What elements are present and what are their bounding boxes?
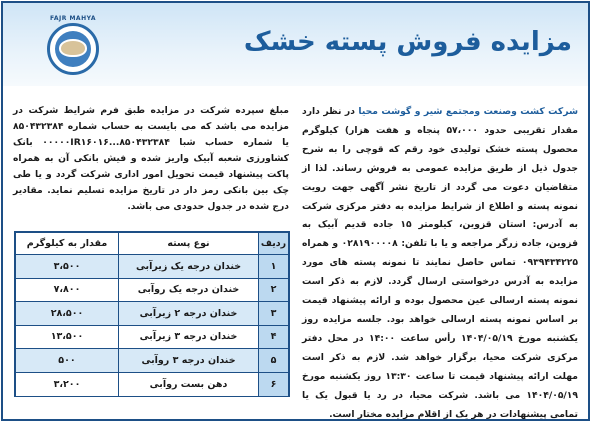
row-name: خندان درجه ۳ زیرآبی: [118, 326, 258, 349]
row-num: ۵: [258, 349, 288, 372]
row-qty: ۳،۲۰۰: [16, 373, 118, 397]
table-row: [16, 326, 288, 350]
table-row: [16, 279, 288, 303]
row-qty: ۱۳،۵۰۰: [16, 326, 118, 349]
row-name: خندان درجه یک زیرآبی: [118, 255, 258, 278]
table-row: [16, 255, 288, 279]
notice-body-right: [302, 103, 578, 421]
pistachio-nut-icon: [59, 39, 87, 57]
row-name: خندان درجه ۲ زیرآبی: [118, 302, 258, 325]
row-qty: ۳،۵۰۰: [16, 255, 118, 278]
row-num: ۴: [258, 326, 288, 349]
header-num: ردیف: [258, 233, 288, 254]
row-num: ۱: [258, 255, 288, 278]
notice-frame: [1, 1, 590, 421]
table-row: [16, 373, 288, 397]
table-row: [16, 349, 288, 373]
row-name: خندان درجه یک روآبی: [118, 279, 258, 302]
table-row: [16, 302, 288, 326]
header-qty: مقدار به کیلوگرم: [26, 238, 108, 249]
header-banner: [3, 3, 588, 86]
table-header: [16, 233, 288, 255]
logo-name: FAJR MAHYA: [49, 15, 97, 22]
products-table: [14, 231, 290, 397]
row-qty: ۷،۸۰۰: [16, 279, 118, 302]
row-name: دهن بست روآبی: [118, 373, 258, 397]
row-num: ۳: [258, 302, 288, 325]
row-num: ۲: [258, 279, 288, 302]
page-title: مزایده فروش پسته خشک: [243, 27, 572, 57]
row-qty: ۵۰۰: [16, 349, 118, 372]
company-name: شرکت کشت وصنعت ومجتمع شیر و گوشت محیا: [358, 106, 579, 117]
notice-text-right: در نظر دارد مقدار تقریبی حدود ۵۷،۰۰۰ پنجاه و هفت هزار) کیلوگرم محصول پسته خشک تولیدی خود رقم که قوچی را به شرح جدول ذیل از طریق مزایده عمومی به فروش رساند. لذا از متقاضیان دعوت می گردد از تاریخ نشر آگهی جهت رویت نمونه پسته و اطلاع از شرایط مزایده به دفتر مرکزی شرکت به آدرس: استان قزوین، کیلومتر ۱۵ جاده قدیم آبیک به قزوین، جاده زرگر مراجعه و یا با تلفن: ۰۲۸۱۹۰۰۰۰۸ و همراه ۰۹۳۹۴۳۴۲۲۵ تماس حاصل نمایند تا نمونه پسته های مورد مزایده به آدرس درخواستی ارسال گردد. لازم به ذکر است نمونه پسته ارسالی عین محصول بوده و ارائه پیشنهاد قیمت بر اساس نمونه پسته ارسالی خواهد بود. جلسه مزایده روز یکشنبه مورخ ۱۴۰۴/۰۵/۱۹ رأس ساعت ۱۴:۰۰ در محل دفتر مرکزی شرکت محیا، برگزار خواهد شد. لازم به ذکر است مهلت ارائه پیشنهاد قیمت تا ساعت ۱۳:۳۰ روز یکشنبه مورخ ۱۴۰۴/۰۵/۱۹ می باشد. شرکت محیا، در رد یا قبول یک یا تمامی پیشنهادات در هر یک از اقلام مزایده مختار است.: [302, 106, 579, 420]
notice-body-left: [13, 103, 289, 215]
company-logo: [45, 15, 101, 81]
row-name: خندان درجه ۳ روآبی: [118, 349, 258, 372]
row-num: ۶: [258, 373, 288, 397]
notice-text-left: مبلغ سپرده شرکت در مزایده طبق فرم شرایط شرکت در مزایده می باشد که می بایست به حساب شماره ۸۵۰۴۳۲۳۸۴ یا شماره حساب شبا ۸۵۰۴۳۲۳۸۴...۰۰۰۰۰IR۱۶۰۱۶ بانک کشاورزی شعبه آبیک واریز شده و فیش بانکی آن به همراه پاکت پیشنهاد قیمت تحویل امور اداری شرکت گردد و یا طی چک بین بانکی رمز دار در تاریخ مزایده تسلیم نماید. مقادیر درج شده در جدول حدودی می باشد.: [13, 105, 289, 212]
header-name: نوع پسته: [118, 233, 258, 254]
row-qty: ۲۸،۵۰۰: [16, 302, 118, 325]
